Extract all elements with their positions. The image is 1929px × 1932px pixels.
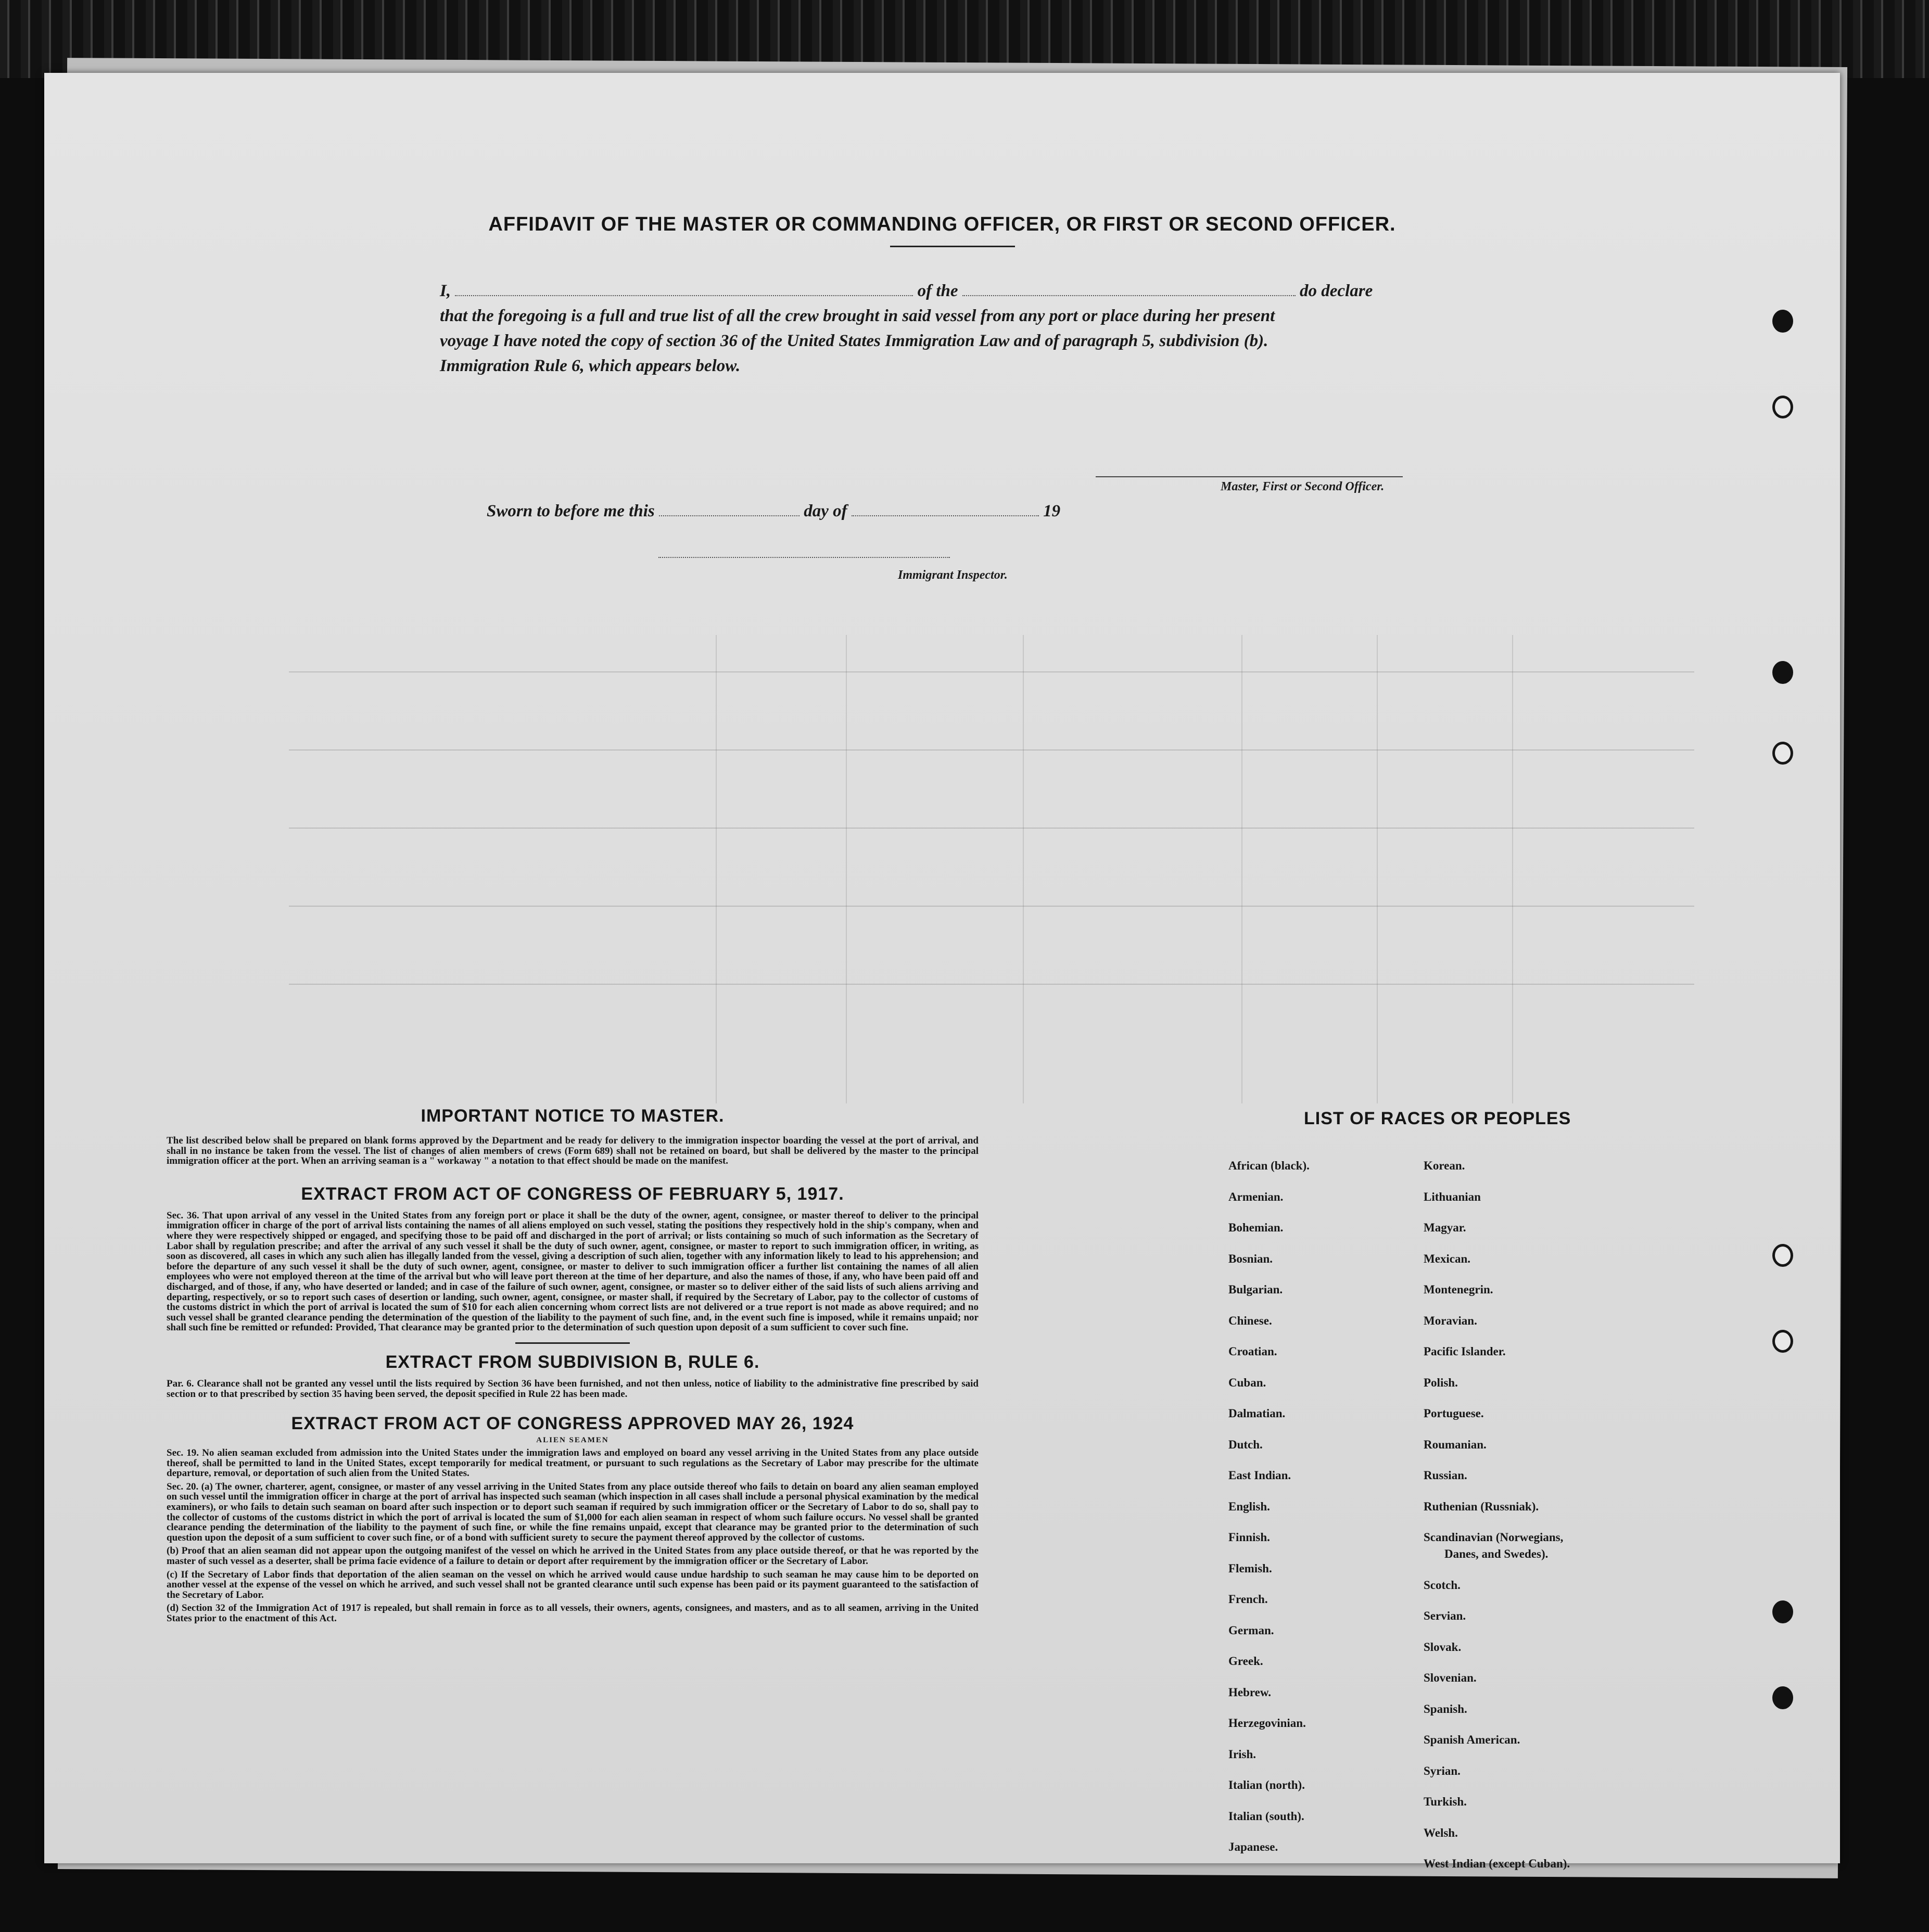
extract-1924-sec20b: (b) Proof that an alien seaman did not appear upon the outgoing manifest of the vessel on which he arrived in the United States from any place outside thereof, or that he was reported by the master of such vessel as a deserter, shall be prima facie evidence of a failure to detain or deport after requirement by the immigration officer or the Secretary of Labor. [167, 1545, 979, 1567]
race-item: Syrian. [1424, 1764, 1461, 1777]
punch-hole [1772, 1244, 1793, 1267]
race-item: Slovak. [1424, 1640, 1462, 1654]
race-item: Turkish. [1424, 1795, 1467, 1808]
extract-1924-sec20a: Sec. 20. (a) The owner, charterer, agent, consignee, or master of any vessel arriving in the United States from any place outside thereof who fails to detain on board any alien seaman employed on such vessel until the immigration officer in charge at the port of arrival has inspected such seaman (which inspection in all cases shall include a personal physical examination by the medical examiners), or who fails to detain such seaman on board after such inspection or to deport such seaman if required by such immigration officer or the Secretary of Labor to do so, shall pay to the collector of customs of the customs district in which the port of arrival is located the sum of $1,000 for each alien seaman in respect of whom such failure occurs. No vessel shall be granted clearance pending the determination of the liability to the payment of such fine, or while the fine remains unpaid, except that clearance may be granted prior to the determination of such question upon the deposit of a sum sufficient to cover such fine, or of a bond with sufficient surety to secure the payment thereof approved by the collector of customs. [167, 1481, 979, 1543]
punch-hole [1772, 661, 1793, 684]
race-item: Mexican. [1424, 1252, 1471, 1265]
race-item: Scandinavian (Norwegians, [1424, 1531, 1564, 1544]
race-item: Cuban. [1228, 1376, 1266, 1389]
race-item: Servian. [1424, 1609, 1466, 1622]
punch-hole [1772, 1686, 1793, 1709]
race-item: Italian (north). [1228, 1778, 1305, 1791]
punch-hole [1772, 396, 1793, 418]
sworn-month-blank [852, 500, 1039, 516]
notice-text: The list described below shall be prepared on blank forms approved by the Department and be ready for delivery to the immigration inspector boarding the vessel at the port of arrival, and shall in no instance be taken from the vessel. The list of changes of alien members of crews (Form 689) shall not be retained on board, but shall be delivered by the master to the principal immigration officer at the port. When an arriving seaman is a " workaway " a notation to that effect should be made on the manifest. [167, 1135, 979, 1167]
section-divider [515, 1342, 630, 1344]
race-item: Croatian. [1228, 1345, 1277, 1358]
extract-1924-title: EXTRACT FROM ACT OF CONGRESS APPROVED MAY 26, 1924 [291, 1414, 854, 1434]
legal-notices [167, 1106, 979, 1624]
race-item: West Indian (except Cuban). [1424, 1857, 1570, 1870]
race-item: Hebrew. [1228, 1685, 1271, 1699]
vessel-name-blank [962, 279, 1296, 296]
race-item: Montenegrin. [1424, 1283, 1493, 1296]
affidavit-line-2: that the foregoing is a full and true list of all the crew brought in said vessel from any port or place during her present [440, 307, 1275, 325]
race-item: French. [1228, 1593, 1268, 1606]
punch-hole [1772, 742, 1793, 765]
race-item: Dalmatian. [1228, 1407, 1286, 1420]
race-item: English. [1228, 1499, 1270, 1513]
of-the-text: of the [917, 282, 958, 300]
affidavit-declaration [440, 278, 1470, 378]
notice-title: IMPORTANT NOTICE TO MASTER. [421, 1106, 725, 1126]
extract-1924-subtitle: ALIEN SEAMEN [536, 1436, 609, 1445]
race-item: Welsh. [1424, 1826, 1458, 1839]
punch-hole [1772, 1330, 1793, 1353]
title-divider [890, 246, 1015, 247]
race-item: Finnish. [1228, 1531, 1270, 1544]
affidavit-title: AFFIDAVIT OF THE MASTER OR COMMANDING OFFICER, OR FIRST OR SECOND OFFICER. [488, 213, 1396, 235]
declarant-prefix: I, [440, 282, 451, 300]
race-item: Pacific Islander. [1424, 1345, 1506, 1358]
extract-rule6-text: Par. 6. Clearance shall not be granted any vessel until the lists required by Section 36 have been furnished, and not then unless, notice of liability to the administrative fine prescribed by said section or to that prescribed by section 35 having been served, the deposit specified in Rule 22 has been made. [167, 1378, 979, 1400]
year-prefix: 19 [1043, 502, 1061, 520]
affidavit-line-1 [440, 278, 1470, 303]
race-item: Flemish. [1228, 1561, 1272, 1575]
race-item: Ruthenian (Russniak). [1424, 1499, 1539, 1513]
affidavit-line-3: voyage I have noted the copy of section 36 of the United States Immigration Law and of paragraph 5, subdivision (b). [440, 332, 1268, 350]
declarant-name-blank [455, 279, 913, 296]
race-item: Roumanian. [1424, 1438, 1487, 1451]
race-item: Armenian. [1228, 1190, 1284, 1203]
affidavit-line-4: Immigration Rule 6, which appears below. [440, 357, 741, 375]
race-item: Bohemian. [1228, 1221, 1284, 1234]
extract-1917-text: Sec. 36. That upon arrival of any vessel in the United States from any foreign port or place it shall be the duty of the owner, agent, consignee, or master thereof to deliver to the principal immigration officer in charge of the port of arrival lists containing the names of all aliens employed on such vessel, stating the positions they respectively hold in the ship's company, when and where they were respectively shipped or engaged, and specifying those to be paid off and discharged in the port of arrival; or lists containing so much of such information as the Secretary of Labor shall by regulation prescribe; and after the arrival of any such vessel it shall be the duty of such owner, agent, consignee, or master to report to such immigration officer, in writing, as soon as discovered, all cases in which any such alien has illegally landed from the vessel, giving a description of such alien, together with any information likely to lead to his apprehension; and before the departure of any such vessel it shall be the duty of such owner, agent, consignee, or master to deliver to such immigration officer a further list containing the names of all alien employees who were not employed thereon at the time of the arrival but who will leave port thereon at the time of her departure, and also the names of those, if any, who have been paid off and discharged, and of those, if any, who have deserted or landed; and in case of the failure of such owner, agent, consignee, or master so to deliver either of the said lists of such aliens arriving and departing, respectively, or so to report such cases of desertion or landing, such owner, agent, consignee, or master shall, if required by the Secretary of Labor, pay to the collector of customs of the customs district in which the port of arrival is located the sum of $10 for each alien concerning whom correct lists are not delivered or a true report is not made as above required; and no such vessel shall be granted clearance pending the determination of the question of the liability to the payment of such fine, and, in the event such fine is imposed, while it remains unpaid; nor shall such fine be remitted or refunded: Provided, That clearance may be granted prior to the determination of such question upon deposit of a sum sufficient to cover such fine. [167, 1210, 979, 1333]
extract-1924-sec19: Sec. 19. No alien seaman excluded from admission into the United States under the immigration laws and employed on board any vessel arriving in the United States from any place outside thereof, shall be permitted to land in the United States, except temporarily for medical treatment, or pursuant to such regulations as the Secretary of Labor may prescribe for the ultimate departure, removal, or deportation of such alien from the United States. [167, 1447, 979, 1479]
sworn-statement [487, 500, 1060, 521]
extract-rule6-title: EXTRACT FROM SUBDIVISION B, RULE 6. [385, 1352, 760, 1372]
race-item: Polish. [1424, 1376, 1458, 1389]
punch-hole [1772, 1600, 1793, 1623]
race-item: Bosnian. [1228, 1252, 1273, 1265]
race-item: East Indian. [1228, 1469, 1291, 1482]
race-item: Greek. [1228, 1655, 1263, 1668]
do-declare-text: do declare [1300, 282, 1373, 300]
race-item: African (black). [1228, 1159, 1310, 1172]
race-item: Spanish American. [1424, 1733, 1520, 1746]
race-item: Magyar. [1424, 1221, 1466, 1234]
extract-1917-title: EXTRACT FROM ACT OF CONGRESS OF FEBRUARY 5, 1917. [301, 1184, 844, 1204]
extract-1924-sec20c: (c) If the Secretary of Labor finds that deportation of the alien seaman on the vessel on which he arrived would cause undue hardship to such seaman he may cause him to be deported on another vessel at the expense of the vessel on which he arrived, and such vessel shall not be granted clearance until such expense has been paid or its payment guaranteed to the satisfaction of the Secretary of Labor. [167, 1569, 979, 1600]
race-item: Moravian. [1424, 1314, 1477, 1327]
punch-hole [1772, 310, 1793, 333]
race-item: Irish. [1228, 1747, 1257, 1761]
race-item: Italian (south). [1228, 1809, 1304, 1823]
race-item: Scotch. [1424, 1578, 1461, 1592]
race-item: Russian. [1424, 1469, 1467, 1482]
race-item: Danes, and Swedes). [1444, 1547, 1549, 1560]
sworn-text: Sworn to before me this [487, 502, 655, 520]
race-item: German. [1228, 1623, 1274, 1637]
race-item: Japanese. [1228, 1840, 1278, 1853]
race-item: Spanish. [1424, 1702, 1467, 1715]
race-item: Herzegovinian. [1228, 1717, 1306, 1730]
race-item: Bulgarian. [1228, 1283, 1283, 1296]
sworn-day-blank [659, 500, 799, 516]
day-of-text: day of [804, 502, 847, 520]
races-title: LIST OF RACES OR PEOPLES [1304, 1109, 1571, 1128]
race-item: Chinese. [1228, 1314, 1272, 1327]
race-item: Slovenian. [1424, 1671, 1477, 1684]
inspector-signature-line [658, 557, 950, 559]
race-item: Portuguese. [1424, 1407, 1484, 1420]
officer-signature-label: Master, First or Second Officer. [1221, 480, 1385, 493]
extract-1924-sec20d: (d) Section 32 of the Immigration Act of 1917 is repealed, but shall remain in force as to all vessels, their owners, agents, consignees, and masters, and as to all seamen, arriving in the United States prior to the enactment of this Act. [167, 1603, 979, 1624]
officer-signature-line [1096, 476, 1403, 477]
race-item: Lithuanian [1424, 1190, 1481, 1203]
race-item: Korean. [1424, 1159, 1465, 1172]
race-item: Dutch. [1228, 1438, 1263, 1451]
document-page [44, 73, 1840, 1870]
inspector-signature-label: Immigrant Inspector. [898, 568, 1008, 582]
